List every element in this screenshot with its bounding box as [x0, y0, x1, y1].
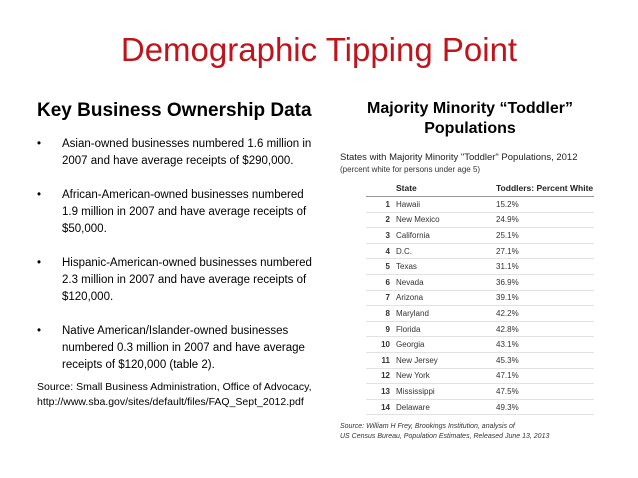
table-title: States with Majority Minority "Toddler" Populations, 2012 [340, 152, 578, 163]
rank-cell: 1 [366, 197, 396, 213]
rank-cell: 5 [366, 259, 396, 275]
bullet-item [37, 136, 317, 170]
table-row [366, 212, 594, 228]
bullet-item [37, 255, 317, 306]
state-cell: Florida [396, 321, 496, 337]
value-cell: 25.1% [496, 228, 594, 244]
bullet-icon: • [37, 325, 42, 337]
bullet-item [37, 323, 317, 374]
value-header: Toddlers: Percent White [496, 183, 594, 197]
table-source-line-1: Source: William H Frey, Brookings Institution, analysis of [340, 423, 515, 431]
table-source-note [340, 422, 602, 442]
table-row [366, 259, 594, 275]
state-cell: Nevada [396, 274, 496, 290]
value-cell: 31.1% [496, 259, 594, 275]
bullet-list [37, 136, 317, 391]
rank-cell: 7 [366, 290, 396, 306]
table-row [366, 274, 594, 290]
state-cell: Georgia [396, 337, 496, 353]
state-cell: Texas [396, 259, 496, 275]
table-row [366, 352, 594, 368]
value-cell: 15.2% [496, 197, 594, 213]
value-cell: 49.3% [496, 399, 594, 415]
table-row [366, 306, 594, 322]
value-cell: 42.8% [496, 321, 594, 337]
rank-cell: 11 [366, 352, 396, 368]
table-row [366, 290, 594, 306]
value-cell: 39.1% [496, 290, 594, 306]
right-heading: Majority Minority “Toddler” Populations [367, 100, 573, 137]
rank-cell: 2 [366, 212, 396, 228]
state-cell: Mississippi [396, 384, 496, 400]
bullet-icon: • [37, 257, 42, 269]
rank-cell: 8 [366, 306, 396, 322]
bullet-text: Native American/Islander-owned businesses numbered 0.3 million in 2007 and have average receipts of $120,000 (table 2). [62, 325, 305, 371]
value-cell: 43.1% [496, 337, 594, 353]
value-cell: 36.9% [496, 274, 594, 290]
state-cell: Arizona [396, 290, 496, 306]
value-cell: 45.3% [496, 352, 594, 368]
rank-cell: 3 [366, 228, 396, 244]
value-cell: 27.1% [496, 243, 594, 259]
left-heading: Key Business Ownership Data [37, 100, 312, 121]
rank-cell: 4 [366, 243, 396, 259]
state-cell: Delaware [396, 399, 496, 415]
state-cell: Maryland [396, 306, 496, 322]
bullet-text: Hispanic-American-owned businesses numbered 2.3 million in 2007 and have average receipts of $120,000. [62, 257, 312, 303]
bullet-text: Asian-owned businesses numbered 1.6 million in 2007 and have average receipts of $290,000. [62, 138, 312, 167]
rank-cell: 6 [366, 274, 396, 290]
table-source-line-2: US Census Bureau, Population Estimates, Released June 13, 2013 [340, 433, 550, 441]
state-cell: New York [396, 368, 496, 384]
state-cell: New Mexico [396, 212, 496, 228]
value-cell: 47.5% [496, 384, 594, 400]
table-row [366, 243, 594, 259]
state-header: State [396, 183, 496, 197]
table-row [366, 321, 594, 337]
table-header-row [366, 183, 594, 197]
table-row [366, 384, 594, 400]
rank-cell: 12 [366, 368, 396, 384]
bullet-text: African-American-owned businesses numbered 1.9 million in 2007 and have average receipts of $50,000. [62, 189, 307, 235]
bullet-item [37, 187, 317, 238]
rank-header [366, 183, 396, 197]
rank-cell: 9 [366, 321, 396, 337]
value-cell: 42.2% [496, 306, 594, 322]
slide-title: Demographic Tipping Point [120, 31, 518, 68]
state-cell: Hawaii [396, 197, 496, 213]
toddler-table-figure [340, 152, 602, 442]
table-subtitle: (percent white for persons under age 5) [340, 165, 481, 174]
table-row [366, 368, 594, 384]
state-cell: California [396, 228, 496, 244]
rank-cell: 10 [366, 337, 396, 353]
table-row [366, 228, 594, 244]
value-cell: 24.9% [496, 212, 594, 228]
toddler-table [366, 183, 594, 415]
bullet-icon: • [37, 138, 42, 150]
table-row [366, 197, 594, 213]
state-cell: D.C. [396, 243, 496, 259]
value-cell: 47.1% [496, 368, 594, 384]
state-cell: New Jersey [396, 352, 496, 368]
table-row [366, 399, 594, 415]
rank-cell: 13 [366, 384, 396, 400]
table-row [366, 337, 594, 353]
bullet-icon: • [37, 189, 42, 201]
rank-cell: 14 [366, 399, 396, 415]
source-citation: Source: Small Business Administration, Office of Advocacy, http://www.sba.gov/sites/default/files/FAQ_Sept_2012.pdf [37, 381, 312, 408]
